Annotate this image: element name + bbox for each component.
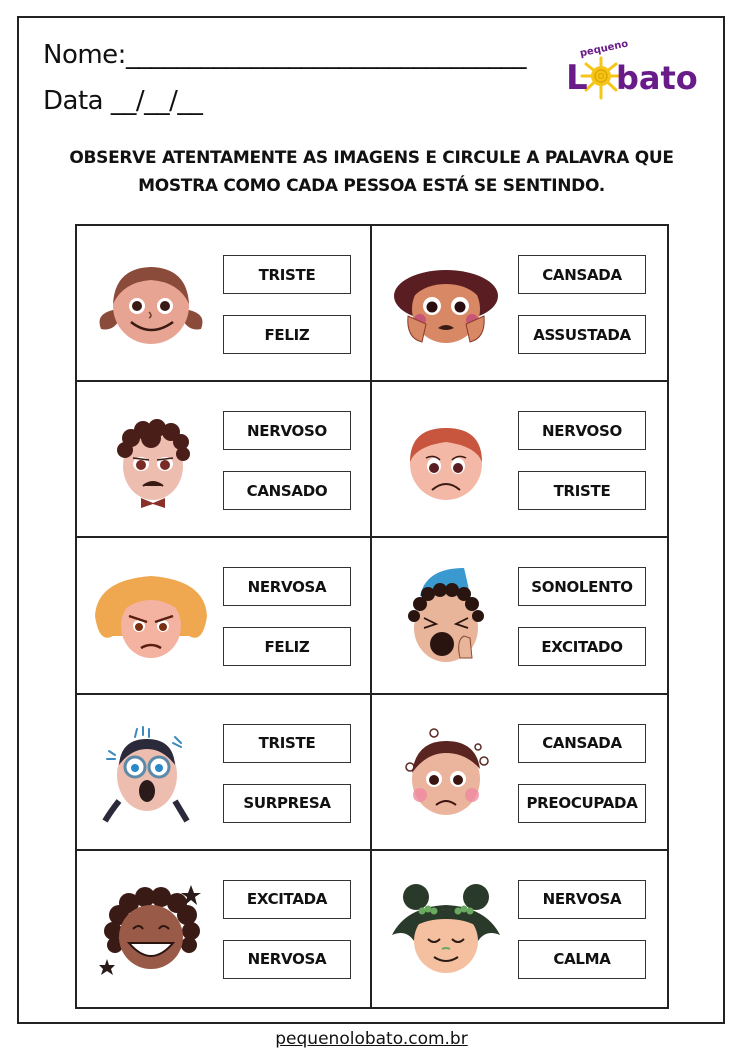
angry-girl-face-icon <box>91 566 211 666</box>
option-surpresa[interactable]: SURPRESA <box>223 784 351 823</box>
emotion-cell-3 <box>77 382 372 538</box>
option-cansada[interactable]: CANSADA <box>518 255 646 294</box>
option-triste[interactable]: TRISTE <box>223 724 351 763</box>
option-triste[interactable]: TRISTE <box>223 255 351 294</box>
sad-boy-face-icon <box>386 410 506 510</box>
logo-letter-l: L <box>566 58 588 98</box>
instructions-line-2: MOSTRA COMO CADA PESSOA ESTÁ SE SENTINDO. <box>138 176 605 196</box>
scared-girl-face-icon <box>386 254 506 354</box>
website-link[interactable]: pequenolobato.com.br <box>275 1029 468 1049</box>
option-nervosa[interactable]: NERVOSA <box>518 880 646 919</box>
emotion-cell-8 <box>372 695 667 851</box>
option-excitado[interactable]: EXCITADO <box>518 627 646 666</box>
option-preocupada[interactable]: PREOCUPADA <box>518 784 646 823</box>
option-cansada[interactable]: CANSADA <box>518 724 646 763</box>
pequeno-lobato-logo <box>562 40 702 102</box>
option-sonolento[interactable]: SONOLENTO <box>518 567 646 606</box>
emotion-cell-5 <box>77 538 372 694</box>
sun-icon <box>582 58 620 98</box>
instructions <box>20 144 723 200</box>
worried-girl-face-icon <box>386 723 506 823</box>
option-cansado[interactable]: CANSADO <box>223 471 351 510</box>
emotion-cell-1 <box>77 226 372 382</box>
option-excitada[interactable]: EXCITADA <box>223 880 351 919</box>
name-field[interactable]: Nome:________________________________ <box>43 40 526 70</box>
happy-girl-face-icon <box>91 254 211 354</box>
option-assustada[interactable]: ASSUSTADA <box>518 315 646 354</box>
option-feliz[interactable]: FELIZ <box>223 315 351 354</box>
option-triste[interactable]: TRISTE <box>518 471 646 510</box>
option-feliz[interactable]: FELIZ <box>223 627 351 666</box>
option-nervosa[interactable]: NERVOSA <box>223 940 351 979</box>
calm-girl-face-icon <box>386 879 506 979</box>
option-nervosa[interactable]: NERVOSA <box>223 567 351 606</box>
emotion-cell-6 <box>372 538 667 694</box>
instructions-line-1: OBSERVE ATENTAMENTE AS IMAGENS E CIRCULE A PALAVRA QUE <box>69 148 674 168</box>
logo-word-bato: bato <box>616 59 698 97</box>
logo-word-pequeno: pequeno <box>579 40 630 60</box>
option-nervoso[interactable]: NERVOSO <box>223 411 351 450</box>
emotion-cell-10 <box>372 851 667 1007</box>
emotions-grid <box>75 224 669 1009</box>
yawning-boy-face-icon <box>386 566 506 666</box>
emotion-cell-2 <box>372 226 667 382</box>
emotion-cell-7 <box>77 695 372 851</box>
option-calma[interactable]: CALMA <box>518 940 646 979</box>
nervous-boy-face-icon <box>91 410 211 510</box>
option-nervoso[interactable]: NERVOSO <box>518 411 646 450</box>
date-field[interactable]: Data __/__/__ <box>43 86 203 116</box>
emotion-cell-9 <box>77 851 372 1007</box>
excited-girl-face-icon <box>91 879 211 979</box>
emotion-cell-4 <box>372 382 667 538</box>
surprised-girl-face-icon <box>91 723 211 823</box>
